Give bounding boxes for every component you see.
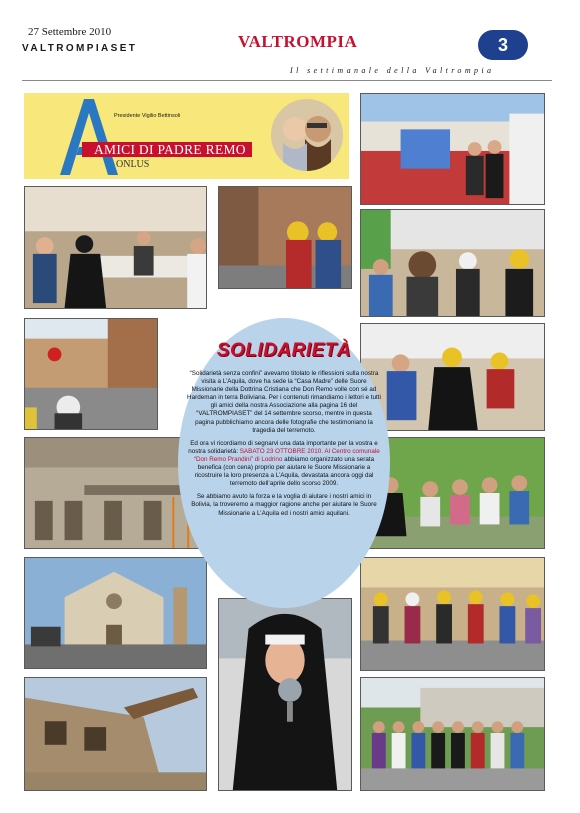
photo-nuns-meeting-room [24, 186, 207, 309]
association-logo-banner [24, 93, 349, 179]
article-paragraph-2-rest: abbiamo organizzato una serata benefica (con cena) proprio per aiutare le Suore Missionarie a ricostruire la loro presenza a L’Aquila, devastata ancora oggi dal terremoto dell’aprile dello scorso 2009. [194, 455, 375, 488]
header-divider [22, 80, 552, 81]
logo-association-name: AMICI DI PADRE REMO [82, 142, 252, 157]
section-title: VALTROMPIA [238, 32, 358, 51]
photo-playground [360, 93, 545, 205]
article-paragraph-2-intro: Ed ora vi ricordiamo di segnarvi una data importante per la vostra e nostra solidarietà: [188, 439, 378, 455]
newspaper-tagline: Il settimanale della Valtrompia [290, 66, 495, 75]
event-highlight: SABATO 23 OTTOBRE 2010. Al Centro comunale “Don Remo Prandini” di Lodrino [193, 447, 380, 463]
logo-president-name: Presidente Vigilio Bettinsoli [114, 113, 181, 119]
article-paragraph-2 [186, 440, 382, 489]
photo-visitors-hard-hats-street [218, 186, 352, 289]
article-body [186, 370, 382, 523]
issue-date: 27 Settembre 2010 [28, 26, 112, 38]
article-title: SOLIDARIETÀ [216, 340, 352, 361]
photo-collapsed-building [24, 677, 207, 791]
photo-group-portrait [360, 677, 545, 791]
photo-nun-with-trophy [218, 598, 352, 791]
newspaper-brand: VALTROMPIASET [22, 43, 138, 54]
photo-church-facade [24, 557, 207, 669]
photo-damaged-street [24, 318, 158, 430]
logo-onlus-label: ONLUS [116, 159, 150, 170]
letter-a-logo-icon [54, 99, 124, 175]
article-paragraph-1: “Solidarietà senza confini” avevamo titolato le riflessioni sulla nostra visita a L’Aquila, dove ha sede la “Casa Madre” delle Suore Missionarie della Dottrina Cristiana che Don Remo volle con sé ad Hardeman in terra Boliviana. Per i contenuti rimandiamo i lettori e tutti gli amici della nostra Associazione alla pagina 16 del “VALTROMPIASET” del 14 settembre scorso, mentre in questa pagina pubblichiamo ancora delle fotografie che testimoniano la tragedia del terremoto. [187, 370, 381, 434]
article-paragraph-3: Se abbiamo avuto la forza e la voglia di aiutare i nostri amici in Bolivia, la troveremo a maggior ragione anche per aiutare le Suore Missionarie a L’Aquila ed i nostri amici aquilani. [191, 493, 377, 517]
photo-group-hard-hats [360, 209, 545, 317]
page-number-badge: 3 [478, 30, 528, 60]
portrait-photo [271, 99, 343, 171]
photo-group-walking-street [360, 557, 545, 671]
